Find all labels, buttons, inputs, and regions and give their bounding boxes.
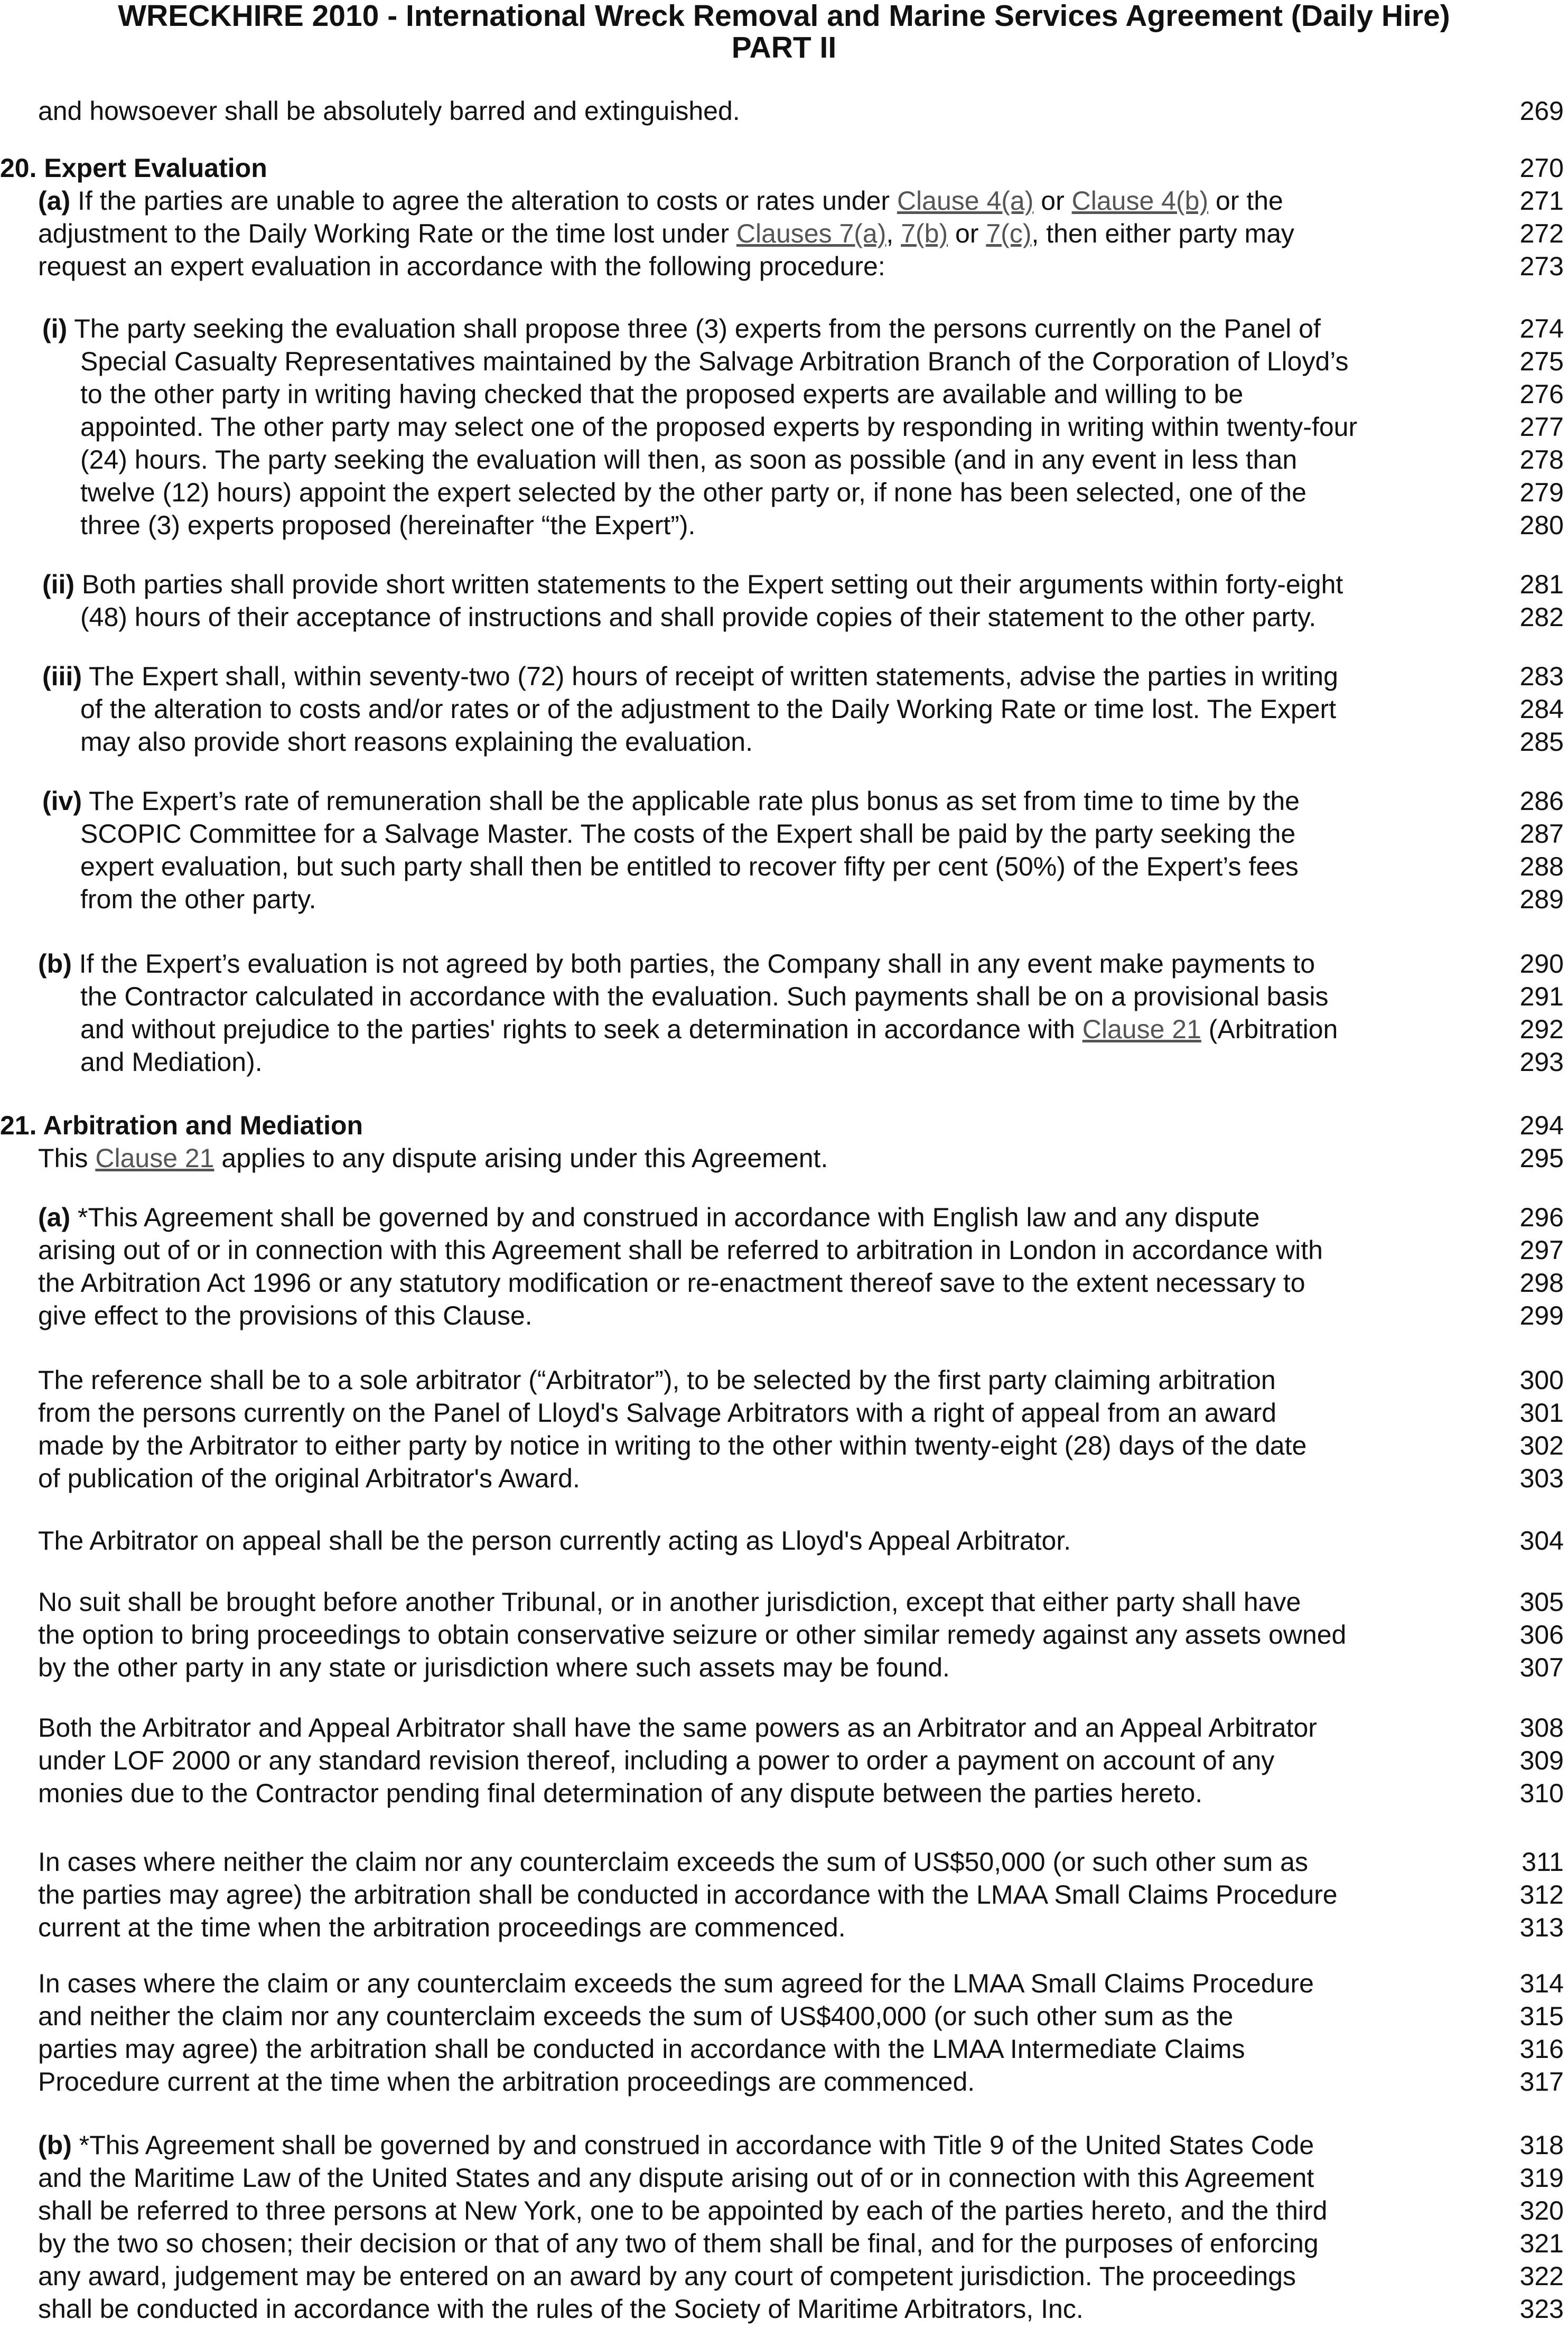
line-text [38, 2260, 1296, 2293]
clause-line [0, 1777, 1568, 1810]
line-text [38, 2227, 1319, 2260]
text-segment: parties may agree) the arbitration shall be conducted in accordance with the LMAA Intermediate Claims [38, 2034, 1245, 2064]
clause-line [0, 883, 1568, 916]
text-segment: The Arbitrator on appeal shall be the person currently acting as Lloyd's Appeal Arbitrator. [38, 1526, 1071, 1555]
clause-line [0, 411, 1568, 443]
clause-line [0, 1744, 1568, 1777]
line-number: 271 [1519, 186, 1564, 216]
text-segment: and howsoever shall be absolutely barred and extinguished. [38, 96, 740, 126]
text-segment: appointed. The other party may select one of the proposed experts by responding in writing within twenty-four [80, 412, 1358, 442]
line-number: 278 [1519, 445, 1564, 474]
text-segment: of publication of the original Arbitrator's Award. [38, 1464, 580, 1493]
line-number: 277 [1519, 412, 1564, 442]
text-segment: the option to bring proceedings to obtain conservative seizure or other similar remedy against any assets owned [38, 1620, 1347, 1650]
text-segment: arising out of or in connection with this Agreement shall be referred to arbitration in London in accordance with [38, 1235, 1323, 1265]
line-text [38, 1462, 580, 1495]
line-number: 275 [1519, 347, 1564, 376]
clause-link[interactable]: Clause 4(b) [1071, 186, 1209, 216]
line-number: 313 [1519, 1913, 1564, 1942]
line-text [38, 1777, 1202, 1810]
text-segment: shall be referred to three persons at New York, one to be appointed by each of the parties hereto, and the third [38, 2196, 1328, 2225]
line-number: 284 [1519, 694, 1564, 724]
line-number: 310 [1519, 1778, 1564, 1808]
text-segment: In cases where neither the claim nor any counterclaim exceeds the sum of US$50,000 (or such other sum as [38, 1847, 1308, 1877]
line-text [80, 411, 1357, 443]
clause-line [0, 1651, 1568, 1684]
line-number: 273 [1519, 251, 1564, 281]
line-text [38, 2194, 1327, 2227]
line-text [42, 312, 1321, 345]
line-number: 315 [1519, 2001, 1564, 2031]
text-segment: If the Expert’s evaluation is not agreed by both parties, the Company shall in any event make payments to [71, 949, 1315, 979]
text-segment: , then either party may [1031, 219, 1294, 248]
text-segment: The Expert’s rate of remuneration shall be the applicable rate plus bonus as set from time to time by the [82, 786, 1300, 816]
clause-line [0, 2260, 1568, 2293]
text-segment: monies due to the Contractor pending final determination of any dispute between the parties hereto. [38, 1778, 1203, 1808]
line-number: 289 [1519, 884, 1564, 914]
line-number: 280 [1519, 510, 1564, 540]
line-number: 314 [1519, 1969, 1564, 1998]
line-number: 307 [1519, 1653, 1564, 1682]
clause-line [0, 1618, 1568, 1651]
clause-line [0, 1846, 1568, 1878]
line-text [38, 2000, 1233, 2033]
line-text [38, 1429, 1306, 1462]
line-number: 279 [1519, 478, 1564, 507]
line-text [38, 2033, 1245, 2065]
line-text [38, 1967, 1314, 2000]
text-segment: (Arbitration [1201, 1014, 1338, 1044]
line-number: 287 [1519, 819, 1564, 849]
text-segment: The party seeking the evaluation shall propose three (3) experts from the persons currently on the Panel of [67, 314, 1321, 343]
clause-line [0, 1586, 1568, 1618]
text-segment: No suit shall be brought before another Tribunal, or in another jurisdiction, except that either party shall have [38, 1587, 1301, 1617]
line-number: 305 [1519, 1587, 1564, 1617]
text-segment: applies to any dispute arising under this Agreement. [214, 1143, 828, 1173]
clause-line [0, 1299, 1568, 1332]
clause-label: (a) [38, 186, 71, 216]
clause-line [0, 850, 1568, 883]
line-number: 311 [1522, 1847, 1564, 1877]
text-segment: from the other party. [80, 884, 316, 914]
clause-line [0, 785, 1568, 817]
line-text [38, 2065, 975, 2098]
line-text [38, 184, 1283, 217]
line-text [0, 152, 267, 184]
clause-line [0, 1911, 1568, 1944]
line-number: 312 [1519, 1880, 1564, 1909]
text-segment: may also provide short reasons explaining the evaluation. [80, 727, 753, 757]
line-number: 303 [1519, 1464, 1564, 1493]
clause-link[interactable]: Clauses 7(a) [736, 219, 886, 248]
line-text [38, 1142, 828, 1175]
clause-line [0, 601, 1568, 634]
line-number: 297 [1519, 1235, 1564, 1265]
clause-line [0, 184, 1568, 217]
clause-line [0, 1711, 1568, 1744]
text-segment: under LOF 2000 or any standard revision thereof, including a power to order a payment on account of any [38, 1746, 1275, 1775]
line-text [80, 693, 1336, 725]
clause-line [0, 509, 1568, 542]
line-number: 323 [1519, 2294, 1564, 2324]
text-segment: any award, judgement may be entered on an award by any court of competent jurisdiction. The proceedings [38, 2261, 1296, 2291]
line-number: 292 [1519, 1014, 1564, 1044]
clause-line [0, 1967, 1568, 2000]
text-segment: or [1033, 186, 1072, 216]
line-text [38, 1711, 1317, 1744]
clause-line [0, 725, 1568, 758]
text-segment: by the two so chosen; their decision or that of any two of them shall be final, and for the purposes of enforcing [38, 2229, 1319, 2258]
line-text [80, 476, 1306, 509]
line-number: 282 [1519, 602, 1564, 632]
clause-label: 20. Expert Evaluation [0, 153, 267, 183]
text-segment: the Contractor calculated in accordance with the evaluation. Such payments shall be on a provisional basis [80, 982, 1329, 1011]
line-text [38, 1651, 950, 1684]
line-number: 321 [1519, 2229, 1564, 2258]
clause-label: (iii) [42, 662, 82, 691]
clause-label: (b) [38, 949, 72, 979]
document-part: PART II [731, 31, 837, 64]
line-text [38, 2293, 1084, 2325]
clause-line [0, 1201, 1568, 1234]
text-segment: the parties may agree) the arbitration shall be conducted in accordance with the LMAA Small Claims Procedure [38, 1880, 1338, 1909]
line-number: 291 [1519, 982, 1564, 1011]
text-segment: The Expert shall, within seventy-two (72) hours of receipt of written statements, advise the parties in writing [81, 662, 1338, 691]
text-segment: This [38, 1143, 96, 1173]
clause-line [0, 1013, 1568, 1046]
clause-line [0, 345, 1568, 378]
clause-label: (ii) [42, 570, 75, 599]
line-text [80, 980, 1328, 1013]
text-segment: If the parties are unable to agree the alteration to costs or rates under [70, 186, 897, 216]
clause-line [0, 476, 1568, 509]
line-number: 288 [1519, 852, 1564, 881]
line-text [38, 250, 885, 283]
line-text [80, 725, 753, 758]
line-text [38, 2129, 1314, 2162]
text-segment: *This Agreement shall be governed by and construed in accordance with English law and any dispute [70, 1203, 1260, 1232]
clause-line [0, 1234, 1568, 1266]
clause-link[interactable]: 7(c) [986, 219, 1032, 248]
line-text [38, 2162, 1314, 2194]
line-number: 304 [1519, 1526, 1564, 1555]
text-segment: Procedure current at the time when the arbitration proceedings are commenced. [38, 2067, 975, 2097]
line-number: 299 [1519, 1301, 1564, 1330]
clause-line [0, 817, 1568, 850]
line-number: 286 [1519, 786, 1564, 816]
line-number: 317 [1519, 2067, 1564, 2097]
clause-line [0, 378, 1568, 411]
clause-line [0, 1878, 1568, 1911]
clause-label: 21. Arbitration and Mediation [0, 1111, 363, 1140]
clause-line [0, 2293, 1568, 2325]
line-text [38, 1299, 533, 1332]
line-text [42, 568, 1343, 601]
clause-line [0, 95, 1568, 127]
line-number: 320 [1519, 2196, 1564, 2225]
line-number: 319 [1519, 2163, 1564, 2193]
clause-link[interactable]: Clause 21 [95, 1143, 214, 1173]
line-text [80, 443, 1297, 476]
clause-line [0, 443, 1568, 476]
text-segment: twelve (12) hours) appoint the expert selected by the other party or, if none has been selected, one of the [80, 478, 1306, 507]
line-text [80, 883, 316, 916]
line-number: 281 [1519, 570, 1564, 599]
clause-line [0, 693, 1568, 725]
line-number: 276 [1519, 379, 1564, 409]
clause-line [0, 2129, 1568, 2162]
clause-label: (i) [42, 314, 68, 343]
clause-line [0, 568, 1568, 601]
line-text [80, 345, 1348, 378]
line-number: 270 [1519, 153, 1564, 183]
line-number: 300 [1519, 1365, 1564, 1395]
clause-line [0, 1109, 1568, 1142]
line-text [80, 1046, 263, 1078]
clause-link[interactable]: 7(b) [901, 219, 948, 248]
text-segment: to the other party in writing having checked that the proposed experts are available and willing to be [80, 379, 1244, 409]
clause-line [0, 660, 1568, 693]
text-segment: and the Maritime Law of the United States and any dispute arising out of or in connection with this Agreement [38, 2163, 1314, 2193]
clause-line [0, 152, 1568, 184]
clause-label: (a) [38, 1203, 71, 1232]
line-number: 274 [1519, 314, 1564, 343]
line-number: 301 [1519, 1398, 1564, 1428]
line-text [80, 817, 1295, 850]
line-number: 318 [1519, 2130, 1564, 2160]
line-text [38, 1744, 1274, 1777]
clause-link[interactable]: Clause 4(a) [897, 186, 1034, 216]
text-segment: give effect to the provisions of this Clause. [38, 1301, 533, 1330]
clause-line [0, 250, 1568, 283]
clause-line [0, 2194, 1568, 2227]
clause-line [0, 1046, 1568, 1078]
line-number: 269 [1519, 96, 1564, 126]
line-text [38, 1586, 1301, 1618]
line-text [38, 217, 1294, 250]
line-text [80, 1013, 1338, 1046]
text-segment: the Arbitration Act 1996 or any statutory modification or re-enactment thereof save to the extent necessary to [38, 1268, 1305, 1298]
line-number: 290 [1519, 949, 1564, 979]
text-segment: or [948, 219, 986, 248]
text-segment: Both parties shall provide short written statements to the Expert setting out their arguments within forty-eight [74, 570, 1343, 599]
text-segment: current at the time when the arbitration proceedings are commenced. [38, 1913, 846, 1942]
text-segment: (24) hours. The party seeking the evaluation will then, as soon as possible (and in any event in less than [80, 445, 1298, 474]
text-segment: request an expert evaluation in accordance with the following procedure: [38, 251, 885, 281]
clause-label: (iv) [42, 786, 82, 816]
line-number: 272 [1519, 219, 1564, 248]
text-segment: *This Agreement shall be governed by and construed in accordance with Title 9 of the United States Code [71, 2130, 1314, 2160]
text-segment: , [886, 219, 901, 248]
text-segment: or the [1208, 186, 1283, 216]
clause-line [0, 2000, 1568, 2033]
clause-line [0, 1462, 1568, 1495]
line-number: 309 [1519, 1746, 1564, 1775]
line-text [38, 1846, 1308, 1878]
text-segment: three (3) experts proposed (hereinafter “the Expert”). [80, 510, 696, 540]
line-number: 306 [1519, 1620, 1564, 1650]
line-text [38, 1234, 1323, 1266]
text-segment: of the alteration to costs and/or rates or of the adjustment to the Daily Working Rate or time lost. The Expert [80, 694, 1337, 724]
line-number: 293 [1519, 1047, 1564, 1077]
clause-line [0, 980, 1568, 1013]
clause-line [0, 1142, 1568, 1175]
line-text [80, 509, 695, 542]
line-text [0, 1109, 363, 1142]
clause-line [0, 1364, 1568, 1396]
text-segment: SCOPIC Committee for a Salvage Master. The costs of the Expert shall be paid by the party seeking the [80, 819, 1296, 849]
line-text [80, 378, 1243, 411]
line-number: 322 [1519, 2261, 1564, 2291]
text-segment: (48) hours of their acceptance of instructions and shall provide copies of their statement to the other party. [80, 602, 1317, 632]
text-segment: Both the Arbitrator and Appeal Arbitrator shall have the same powers as an Arbitrator and an Appeal Arbitrator [38, 1713, 1317, 1743]
clause-line [0, 1524, 1568, 1557]
text-segment: expert evaluation, but such party shall then be entitled to recover fifty per cent (50%) of the Expert’s fees [80, 852, 1299, 881]
clause-line [0, 1429, 1568, 1462]
clause-line [0, 217, 1568, 250]
text-segment: made by the Arbitrator to either party by notice in writing to the other within twenty-eight (28) days of the date [38, 1431, 1307, 1460]
clause-line [0, 1266, 1568, 1299]
line-text [38, 1878, 1338, 1911]
line-text [42, 660, 1338, 693]
line-text [38, 1201, 1259, 1234]
line-number: 295 [1519, 1143, 1564, 1173]
clause-line [0, 2033, 1568, 2065]
line-text [80, 850, 1299, 883]
line-text [38, 947, 1315, 980]
line-text [38, 1618, 1346, 1651]
text-segment: by the other party in any state or jurisdiction where such assets may be found. [38, 1653, 950, 1682]
clause-line [0, 1396, 1568, 1429]
text-segment: In cases where the claim or any counterclaim exceeds the sum agreed for the LMAA Small Claims Procedure [38, 1969, 1314, 1998]
clause-line [0, 312, 1568, 345]
line-text [38, 1364, 1276, 1396]
document-title: WRECKHIRE 2010 - International Wreck Removal and Marine Services Agreement (Daily Hire) [118, 0, 1450, 33]
text-segment: from the persons currently on the Panel of Lloyd's Salvage Arbitrators with a right of appeal from an award [38, 1398, 1277, 1428]
line-number: 316 [1519, 2034, 1564, 2064]
text-segment: and without prejudice to the parties' rights to seek a determination in accordance with [80, 1014, 1082, 1044]
clause-line [0, 2065, 1568, 2098]
line-number: 298 [1519, 1268, 1564, 1298]
text-segment: and Mediation). [80, 1047, 263, 1077]
clause-line [0, 2162, 1568, 2194]
clause-link[interactable]: Clause 21 [1082, 1014, 1201, 1044]
line-number: 302 [1519, 1431, 1564, 1460]
line-text [38, 1396, 1276, 1429]
text-segment: Special Casualty Representatives maintained by the Salvage Arbitration Branch of the Corporation of Lloyd’s [80, 347, 1349, 376]
text-segment: and neither the claim nor any counterclaim exceeds the sum of US$400,000 (or such other sum as the [38, 2001, 1234, 2031]
text-segment: The reference shall be to a sole arbitrator (“Arbitrator”), to be selected by the first party claiming arbitration [38, 1365, 1276, 1395]
line-number: 294 [1519, 1111, 1564, 1140]
line-number: 283 [1519, 662, 1564, 691]
line-number: 285 [1519, 727, 1564, 757]
clause-label: (b) [38, 2130, 72, 2160]
text-segment: shall be conducted in accordance with the rules of the Society of Maritime Arbitrators, Inc. [38, 2294, 1084, 2324]
text-segment: adjustment to the Daily Working Rate or the time lost under [38, 219, 736, 248]
line-text [80, 601, 1316, 634]
line-text [38, 95, 740, 127]
line-number: 296 [1519, 1203, 1564, 1232]
line-text [38, 1911, 846, 1944]
line-text [38, 1266, 1305, 1299]
clause-line [0, 2227, 1568, 2260]
line-text [42, 785, 1300, 817]
line-number: 308 [1519, 1713, 1564, 1743]
clause-line [0, 947, 1568, 980]
line-text [38, 1524, 1071, 1557]
